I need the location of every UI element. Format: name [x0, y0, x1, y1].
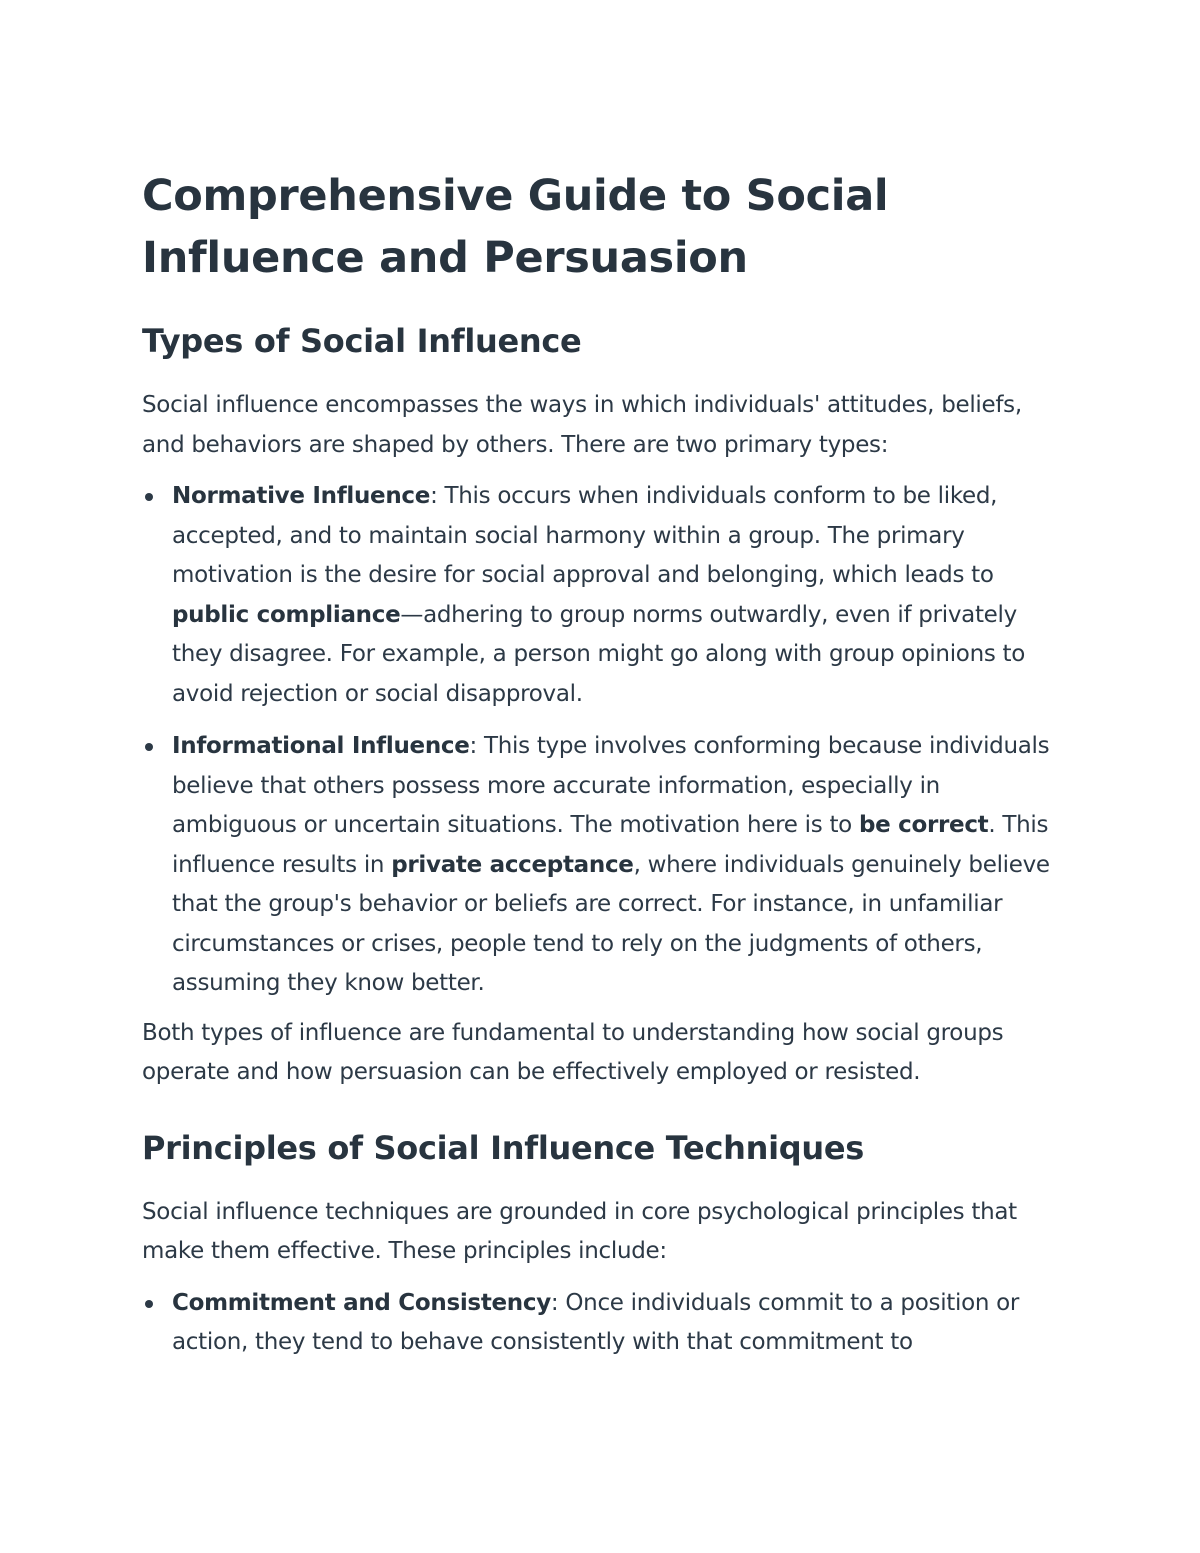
bullet-icon — [145, 493, 153, 501]
list-item-normative — [142, 477, 1062, 714]
section-closing-types: Both types of influence are fundamental to understanding how social groups operate and how persuasion can be effectively employed or resisted. — [142, 1019, 1004, 1085]
bold-phrase: public compliance — [172, 601, 401, 628]
list-item-informational — [142, 727, 1062, 1004]
item-text: . This influence results in — [172, 812, 1049, 878]
section-intro-types: Social influence encompasses the ways in which individuals' attitudes, beliefs, and behaviors are shaped by others. There are two primary types: — [142, 392, 1022, 458]
item-text: : This occurs when individuals conform to be liked, accepted, and to maintain social harmony within a group. The primary motivation is the desire for social approval and belonging, which leads to — [172, 483, 998, 588]
bold-phrase: private acceptance — [391, 851, 634, 878]
term-informational: Informational Influence — [172, 733, 470, 759]
bold-phrase: be correct — [858, 812, 989, 838]
section-heading-types: Types of Social Influence — [142, 322, 582, 360]
item-text: —adhering to group norms outwardly, even if privately they disagree. For example, a person might go along with group opinions to avoid rejection or social disapproval. — [172, 601, 1026, 707]
types-list — [142, 477, 1062, 1004]
document-page — [142, 165, 1062, 1363]
section-heading-principles: Principles of Social Influence Techniques — [142, 1128, 864, 1167]
list-item-commitment — [142, 1284, 1062, 1363]
bullet-icon — [145, 743, 153, 751]
principles-list — [142, 1284, 1062, 1363]
term-commitment: Commitment and Consistency — [172, 1289, 551, 1316]
term-normative: Normative Influence — [172, 483, 431, 509]
bullet-icon — [145, 1300, 153, 1308]
document-title: Comprehensive Guide to Social Influence and Persuasion — [142, 171, 889, 283]
item-text: : This type involves conforming because individuals believe that others possess more accurate information, especially in ambiguous or uncertain situations. The motivation here is to — [172, 733, 1050, 838]
section-intro-principles: Social influence techniques are grounded in core psychological principles that make them effective. These principles include: — [142, 1198, 1017, 1264]
item-text: : Once individuals commit to a position or action, they tend to behave consistently with that commitment to — [172, 1289, 1020, 1355]
item-text: , where individuals genuinely believe that the group's behavior or beliefs are correct. For instance, in unfamiliar circumstances or crises, people tend to rely on the judgments of others, assuming they know better. — [172, 851, 1050, 996]
